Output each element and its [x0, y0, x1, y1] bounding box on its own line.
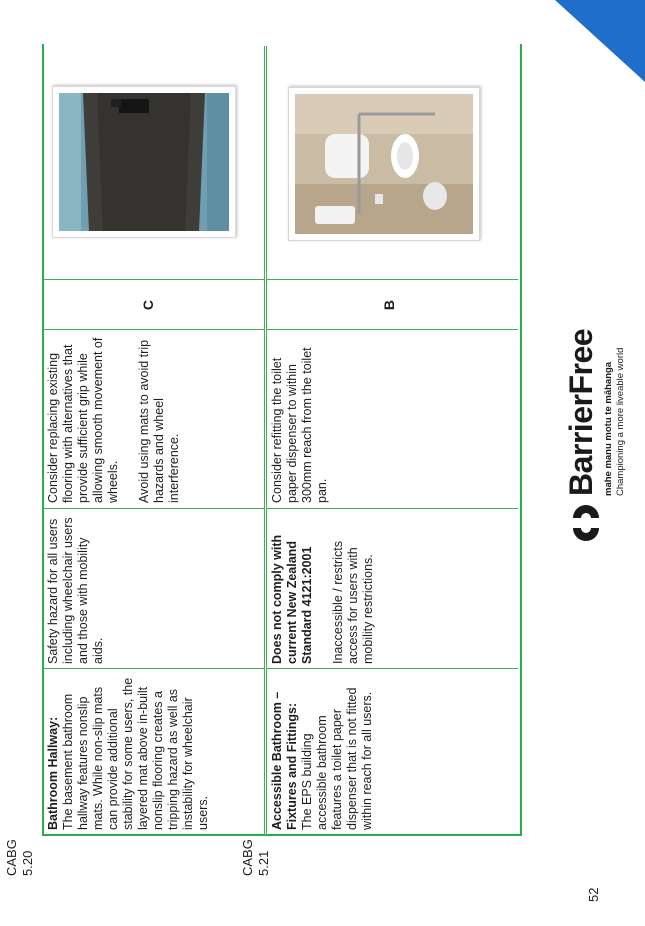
- recommendation-paragraph: Consider replacing existing flooring with alternatives that provide sufficient grip while allowing smooth movement of wheels.: [46, 337, 120, 503]
- logo-mark-icon: [571, 504, 601, 542]
- impact-standard: Does not comply with current New Zealand Standard 4121:2001: [270, 534, 314, 664]
- recommendation-cell: [270, 337, 330, 503]
- page-number: 52: [586, 887, 601, 902]
- issue-cell: [46, 672, 211, 830]
- priority-rating: C: [140, 299, 156, 311]
- row-ref-5-21: CABG 5.21: [240, 839, 271, 876]
- impact-cell: [46, 514, 106, 664]
- issue-body: The basement bathroom hallway features nonslip mats. While non-slip mats can provide additional stability for some users, the layered mat above in-built nonslip flooring creates a tripping hazard as well as instability for wheelchair users.: [61, 677, 210, 830]
- hallway-photo-icon: [52, 86, 236, 238]
- logo-tagline: Championing a more liveable world: [615, 347, 626, 496]
- logo-tagline-maori: mahe manu motu te māhanga: [603, 361, 614, 496]
- recommendation-paragraph: Consider refitting the toilet paper dispenser to within 300mm reach from the toilet pan.: [270, 347, 329, 503]
- impact-cell: [270, 514, 376, 664]
- row-divider: [264, 46, 265, 836]
- issue-body: The EPS building accessible bathroom features a toilet paper dispenser that is not fitted within reach for all users.: [300, 687, 374, 830]
- column-divider: [42, 279, 264, 280]
- issue-title: Accessible Bathroom – Fixtures and Fittings:: [270, 691, 299, 830]
- issue-title: Bathroom Hallway:: [46, 716, 60, 830]
- barrierfree-logo: [555, 182, 645, 542]
- issue-cell: [270, 672, 375, 830]
- row-ref-5-20: CABG 5.20: [4, 839, 35, 876]
- column-divider: [266, 508, 518, 509]
- column-divider: [266, 279, 518, 280]
- row-divider: [266, 46, 267, 836]
- logo-wordmark: BarrierFree: [563, 328, 599, 496]
- impact-body: Safety hazard for all users including wheelchair users and those with mobility aids.: [46, 517, 105, 664]
- recommendation-paragraph: Avoid using mats to avoid trip hazards and wheel interference.: [137, 339, 181, 503]
- column-divider: [266, 329, 518, 330]
- recommendation-cell: [46, 337, 182, 503]
- toilet-photo-icon: [288, 87, 480, 241]
- column-divider: [42, 668, 264, 669]
- impact-body: Inaccessible / restricts access for users with mobility restrictions.: [331, 541, 375, 664]
- column-divider: [42, 329, 264, 330]
- column-divider: [266, 668, 518, 669]
- column-divider: [42, 508, 264, 509]
- priority-rating: B: [381, 299, 397, 311]
